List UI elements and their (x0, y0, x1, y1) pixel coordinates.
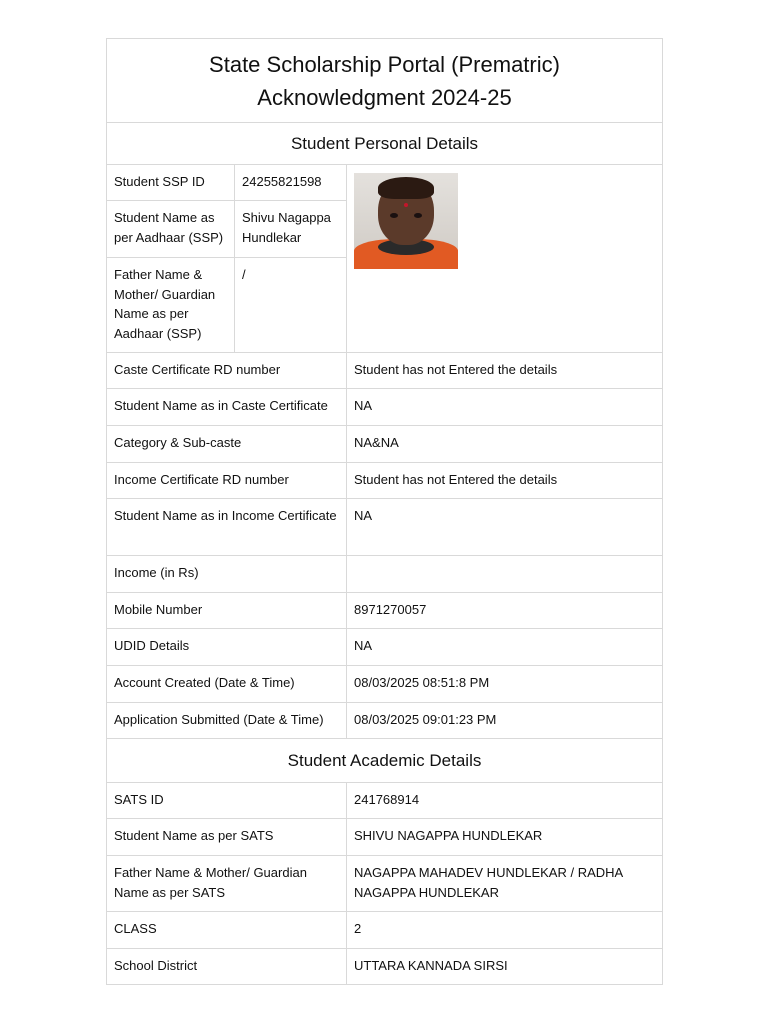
row-value (347, 556, 662, 592)
row-value: 08/03/2025 08:51:8 PM (354, 675, 490, 690)
academic-details-heading: Student Academic Details (107, 738, 662, 783)
row-label: Student Name as per Aadhaar (SSP) (107, 201, 235, 257)
row-value: NA&NA (354, 435, 399, 450)
row-value: 2 (354, 921, 362, 936)
table-row (107, 593, 662, 629)
row-value: Student has not Entered the details (354, 472, 558, 487)
table-row (107, 165, 346, 201)
academic-details-table (107, 783, 662, 984)
row-label: School District (107, 949, 347, 984)
row-label: Income Certificate RD number (107, 463, 347, 498)
photo-cell (347, 165, 662, 352)
row-value: 8971270057 (354, 602, 427, 617)
table-row (107, 819, 662, 856)
row-label: Account Created (Date & Time) (107, 666, 347, 702)
row-label: Student Name as in Caste Certificate (107, 389, 347, 425)
title-line-2: Acknowledgment 2024-25 (257, 84, 512, 110)
page-title (107, 39, 662, 123)
student-photo (354, 173, 458, 269)
table-row (107, 201, 346, 258)
row-value: NA (354, 508, 373, 523)
row-value: UTTARA KANNADA SIRSI (354, 958, 508, 973)
row-value: NA (354, 638, 373, 653)
table-row (107, 949, 662, 984)
personal-details-heading: Student Personal Details (107, 123, 662, 165)
table-row (107, 912, 662, 949)
row-label: Father Name & Mother/ Guardian Name as per SATS (107, 856, 347, 911)
row-value: / (242, 267, 246, 282)
personal-details-table (107, 353, 662, 738)
row-label: Caste Certificate RD number (107, 353, 347, 388)
acknowledgment-sheet (106, 38, 663, 985)
table-row (107, 499, 662, 556)
row-value: 08/03/2025 09:01:23 PM (354, 712, 497, 727)
row-label: Student SSP ID (107, 165, 235, 200)
personal-top-block (107, 165, 662, 353)
row-label: Mobile Number (107, 593, 347, 628)
title-line-1: State Scholarship Portal (Prematric) (209, 51, 560, 77)
row-label: Category & Sub-caste (107, 426, 347, 462)
table-row (107, 353, 662, 389)
row-value: Shivu Nagappa Hundlekar (242, 210, 331, 245)
personal-top-left (107, 165, 347, 352)
row-value: 24255821598 (242, 174, 322, 189)
row-label: Student Name as in Income Certificate (107, 499, 347, 555)
row-label: Income (in Rs) (107, 556, 347, 592)
row-value: NA (354, 398, 373, 413)
row-value: Student has not Entered the details (354, 362, 558, 377)
row-label: SATS ID (107, 783, 347, 818)
row-value: NAGAPPA MAHADEV HUNDLEKAR / RADHA NAGAPPA HUNDLEKAR (354, 865, 623, 900)
table-row (107, 463, 662, 499)
row-value: 241768914 (354, 792, 420, 807)
table-row (107, 856, 662, 912)
table-row (107, 629, 662, 666)
row-label: Student Name as per SATS (107, 819, 347, 855)
table-row (107, 258, 346, 352)
table-row (107, 426, 662, 463)
table-row (107, 703, 662, 738)
row-value: SHIVU NAGAPPA HUNDLEKAR (354, 828, 543, 843)
row-label: UDID Details (107, 629, 347, 665)
table-row (107, 389, 662, 426)
table-row (107, 666, 662, 703)
table-row (107, 783, 662, 819)
table-row (107, 556, 662, 593)
row-label: Father Name & Mother/ Guardian Name as per Aadhaar (SSP) (107, 258, 235, 352)
row-label: Application Submitted (Date & Time) (107, 703, 347, 738)
row-label: CLASS (107, 912, 347, 948)
